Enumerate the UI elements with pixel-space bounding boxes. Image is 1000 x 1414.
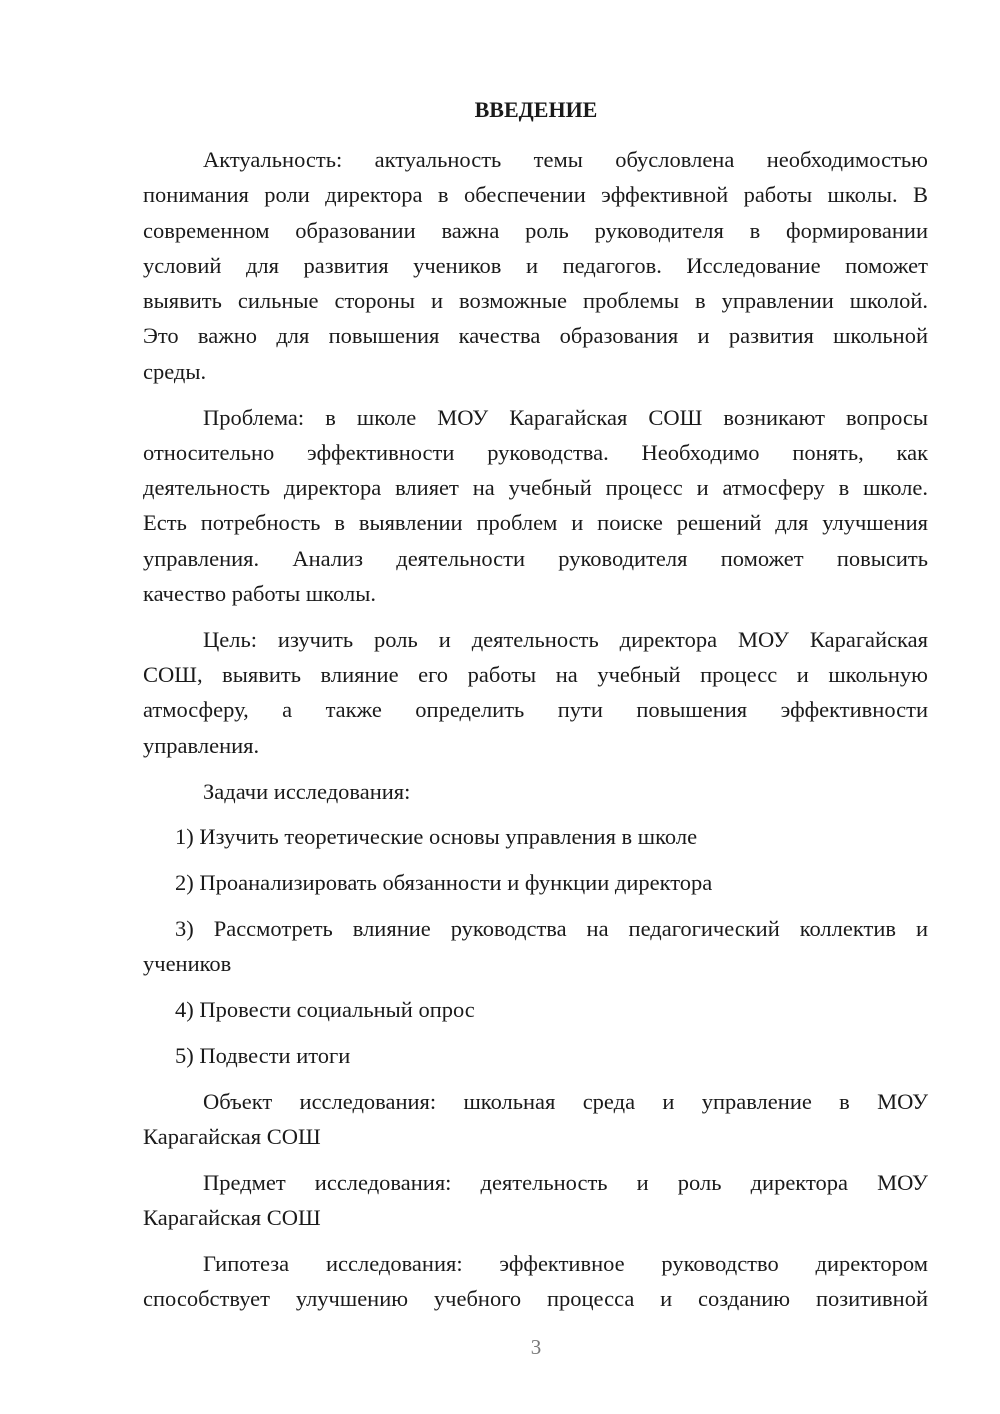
text-line: Объект исследования: школьная среда и управление в МОУ — [203, 1088, 928, 1114]
text-line: способствует улучшению учебного процесса и созданию позитивной — [143, 1286, 928, 1312]
list-item — [143, 992, 928, 1027]
paragraph — [143, 1165, 928, 1236]
list-item — [143, 865, 928, 900]
paragraph — [143, 622, 928, 763]
text-line: 1) Изучить теоретические основы управления в школе — [175, 824, 698, 850]
text-line: Гипотеза исследования: эффективное руководство директором — [203, 1250, 928, 1276]
text-line: деятельность директора влияет на учебный процесс и атмосферу в школе. — [143, 475, 928, 501]
text-line: Карагайская СОШ — [143, 1205, 321, 1231]
text-line: 2) Проанализировать обязанности и функции директора — [175, 870, 713, 896]
text-line: управления. — [143, 732, 260, 758]
paragraph — [143, 400, 928, 612]
document-body — [143, 142, 928, 1327]
text-line: Проблема: в школе МОУ Карагайская СОШ возникают вопросы — [203, 404, 928, 430]
text-line: 5) Подвести итоги — [175, 1042, 351, 1068]
text-line: качество работы школы. — [143, 581, 376, 607]
page-title: ВВЕДЕНИЕ — [474, 97, 598, 122]
page-number: 3 — [530, 1335, 542, 1359]
text-line: Есть потребность в выявлении проблем и поиске решений для улучшения — [143, 510, 928, 536]
paragraph — [143, 142, 928, 389]
text-line: выявить сильные стороны и возможные проблемы в управлении школой. — [143, 288, 928, 314]
text-line: среды. — [143, 358, 207, 384]
text-line: атмосферу, а также определить пути повышения эффективности — [143, 697, 928, 723]
text-line: Предмет исследования: деятельность и роль директора МОУ — [203, 1169, 928, 1195]
text-line: Задачи исследования: — [203, 778, 411, 804]
text-line: Это важно для повышения качества образования и развития школьной — [143, 323, 928, 349]
text-line: СОШ, выявить влияние его работы на учебный процесс и школьную — [143, 662, 928, 688]
text-line: учеников — [143, 951, 232, 977]
list-item — [143, 1038, 928, 1073]
list-item — [143, 911, 928, 982]
text-line: 4) Провести социальный опрос — [175, 997, 475, 1023]
paragraph — [143, 1246, 928, 1317]
paragraph — [143, 1084, 928, 1155]
text-line: понимания роли директора в обеспечении эффективной работы школы. В — [143, 182, 928, 208]
paragraph — [143, 774, 928, 809]
text-line: управления. Анализ деятельности руководителя поможет повысить — [143, 545, 928, 571]
text-line: условий для развития учеников и педагогов. Исследование поможет — [143, 252, 928, 278]
text-line: Цель: изучить роль и деятельность директора МОУ Карагайская — [203, 626, 928, 652]
text-line: современном образовании важна роль руководителя в формировании — [143, 217, 928, 243]
text-line: относительно эффективности руководства. Необходимо понять, как — [143, 439, 928, 465]
text-line: Актуальность: актуальность темы обусловлена необходимостью — [203, 147, 928, 172]
list-item — [143, 819, 928, 854]
text-line: 3) Рассмотреть влияние руководства на педагогический коллектив и — [175, 915, 928, 941]
text-line: Карагайская СОШ — [143, 1123, 321, 1149]
